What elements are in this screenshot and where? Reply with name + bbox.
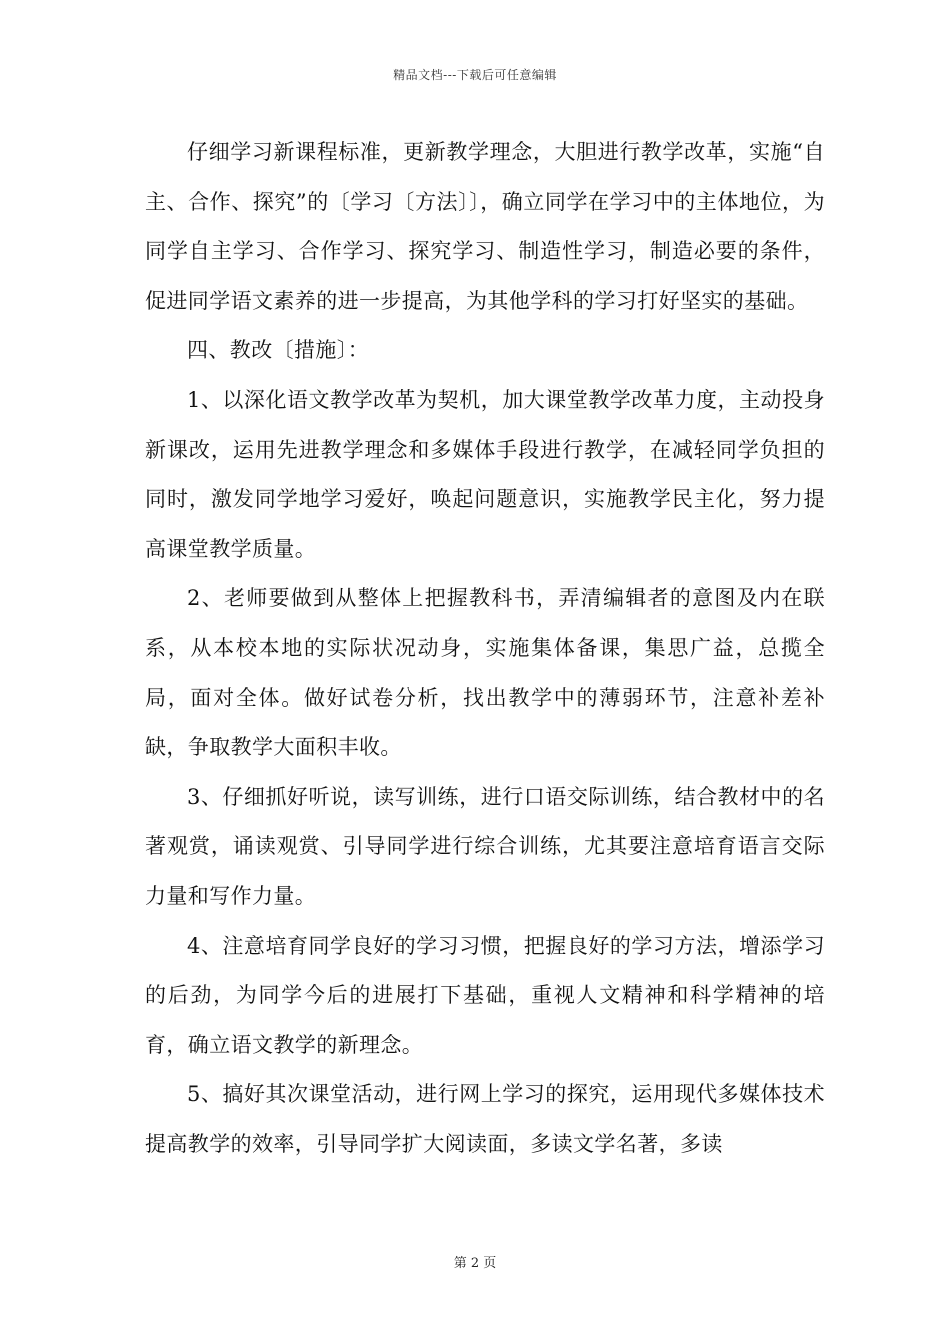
section-heading-reform-measures: 四、教改〔措施〕： (187, 338, 370, 363)
paragraph-item-1: 1、以深化语文教学改革为契机，加大课堂教学改革力度，主动投身新课改，运用先进教学理念和多媒体手段进行教学，在减轻同学负担的同时，激发同学地学习爱好，唤起问题意识，实施教学民主化，努力提高课堂教学质量。 (145, 387, 825, 561)
page-header: 精品文档---下载后可任意编辑 (393, 68, 557, 82)
paragraph-item-2: 2、老师要做到从整体上把握教科书，弄清编辑者的意图及内在联系，从本校本地的实际状况动身，实施集体备课，集思广益，总揽全局，面对全体。做好试卷分析，找出教学中的薄弱环节，注意补差补缺，争取教学大面积丰收。 (145, 586, 825, 760)
paragraph-intro: 仔细学习新课程标准，更新教学理念，大胆进行教学改革，实施“自主、合作、探究”的〔学习〔方法〕〕，确立同学在学习中的主体地位，为同学自主学习、合作学习、探究学习、制造性学习，制造必要的条件，促进同学语文素养的进一步提高，为其他学科的学习打好坚实的基础。 (145, 140, 825, 313)
page-number: 第 2 页 (453, 1256, 497, 1271)
paragraph-item-5: 5、搞好其次课堂活动，进行网上学习的探究，运用现代多媒体技术提高教学的效率，引导同学扩大阅读面，多读文学名著，多读 (145, 1082, 825, 1156)
document-body (145, 128, 825, 1169)
paragraph-item-4: 4、注意培育同学良好的学习习惯，把握良好的学习方法，增添学习的后劲，为同学今后的进展打下基础，重视人文精神和科学精神的培育，确立语文教学的新理念。 (145, 933, 825, 1057)
paragraph-item-3: 3、仔细抓好听说，读写训练，进行口语交际训练，结合教材中的名著观赏，诵读观赏、引导同学进行综合训练，尤其要注意培育语言交际力量和写作力量。 (145, 784, 825, 908)
